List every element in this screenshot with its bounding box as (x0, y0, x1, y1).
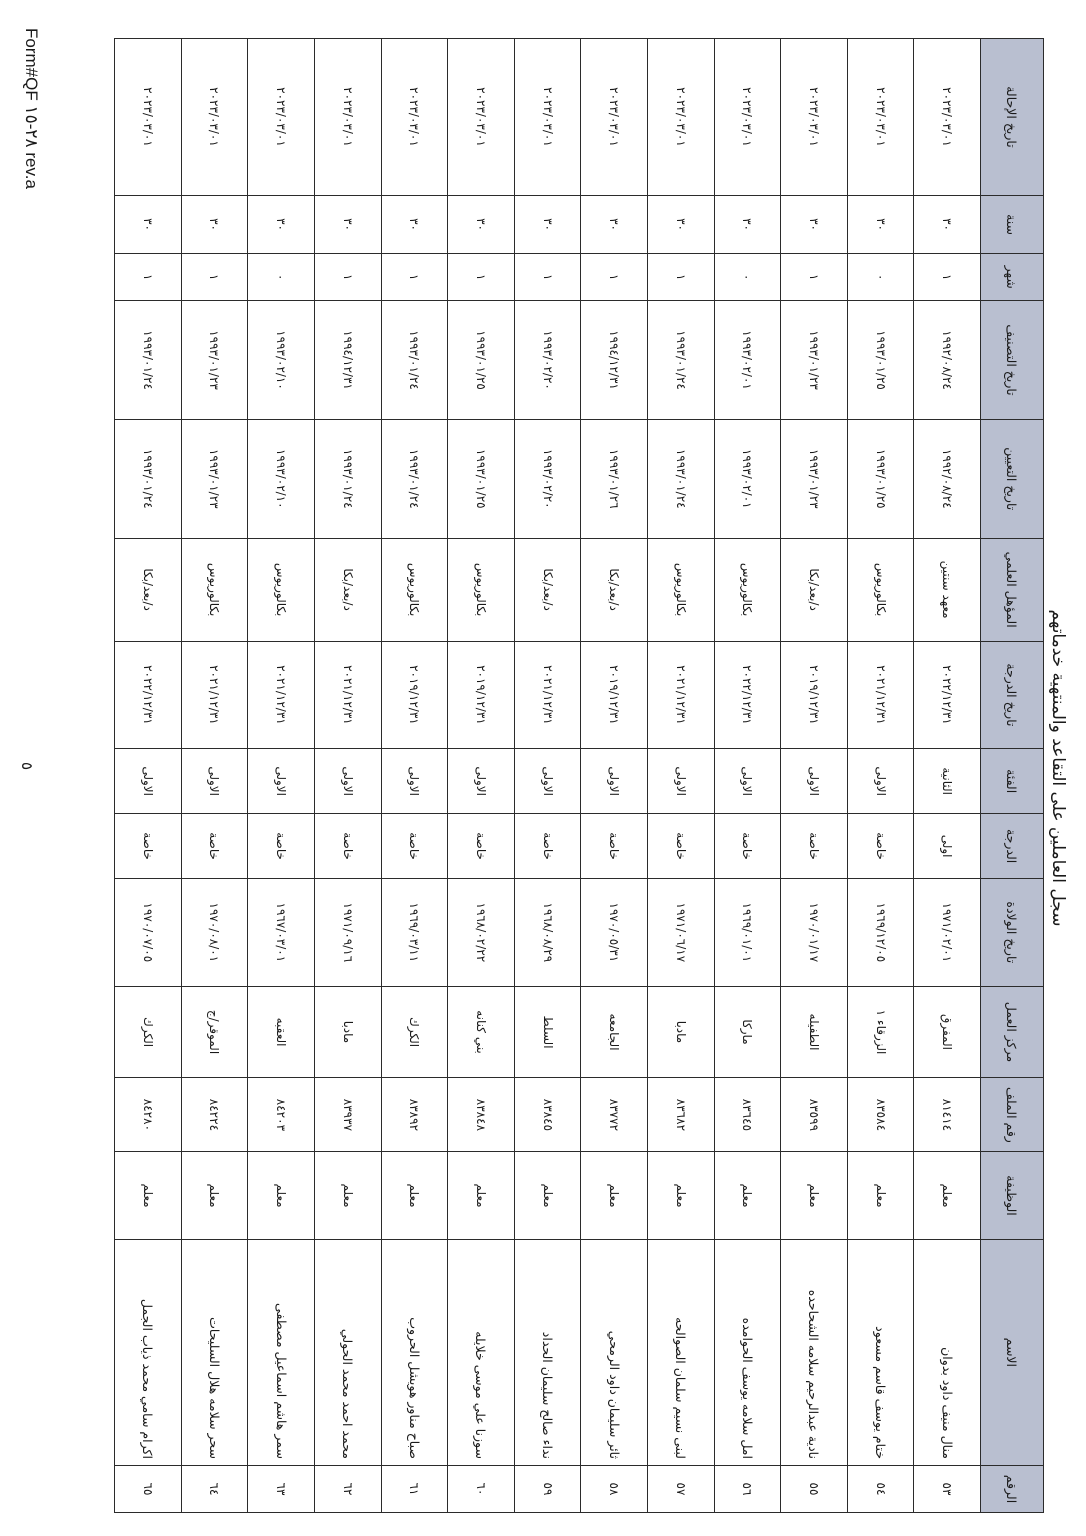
cell-birth: ١٩٧٠/٠٥/٣١ (581, 879, 648, 987)
cell-center: ماركا (714, 986, 781, 1078)
cell-grade-date: ٢٠٢١/١٢/٣١ (847, 641, 914, 749)
cell-qualification: د/بعد/بكا (115, 538, 182, 641)
cell-name: سوزنا علي موسى خلايله (448, 1239, 515, 1465)
cell-job: معلم (847, 1152, 914, 1239)
cell-referral: ٢٠٢٣/٠٣/٠١ (381, 39, 448, 196)
cell-grade-date: ٢٠٢١/١٢/٣١ (248, 641, 315, 749)
cell-job: معلم (781, 1152, 848, 1239)
cell-file: ٨٣٧٧٢ (581, 1078, 648, 1152)
table-row (115, 39, 182, 1513)
cell-job: معلم (714, 1152, 781, 1239)
cell-job: معلم (314, 1152, 381, 1239)
cell-grade: خاصة (115, 814, 182, 879)
cell-job: معلم (914, 1152, 981, 1239)
cell-center: الموقر/ج (181, 986, 248, 1078)
cell-appoint: ١٩٩٣/٠٢/١٠ (248, 419, 315, 538)
cell-year: ٣٠ (314, 195, 381, 253)
cell-year: ٣٠ (781, 195, 848, 253)
cell-year: ٣٠ (115, 195, 182, 253)
cell-grade-date: ٢٠١٩/١٢/٣١ (448, 641, 515, 749)
cell-grade: خاصة (514, 814, 581, 879)
col-header-job: الوظيفة (981, 1152, 1044, 1239)
cell-classify: ١٩٩٣/٠١/٢٤ (115, 301, 182, 420)
cell-referral: ٢٠٢٣/٠٣/٠١ (714, 39, 781, 196)
cell-month: ١ (381, 254, 448, 301)
retirees-table (114, 38, 1044, 1513)
cell-referral: ٢٠٢٣/٠٣/٠١ (314, 39, 381, 196)
cell-name: ثائر سليمان داود الرمحي (581, 1239, 648, 1465)
col-header-grade: الدرجة (981, 814, 1044, 879)
col-header-category: الفئة (981, 749, 1044, 814)
cell-center: مادبا (647, 986, 714, 1078)
cell-month: ١ (448, 254, 515, 301)
cell-birth: ١٩٧١/٠٢/٠١ (914, 879, 981, 987)
cell-month: ٠ (248, 254, 315, 301)
cell-name: سحر سلامه هلال السليحات (181, 1239, 248, 1465)
cell-file: ٨٣٦٨٢ (647, 1078, 714, 1152)
cell-grade-date: ٢٠٢٢/١٢/٣١ (115, 641, 182, 749)
cell-appoint: ١٩٩٣/٠٢/٢٠ (514, 419, 581, 538)
cell-classify: ١٩٩٣/٠١/٢٥ (847, 301, 914, 420)
cell-month: ١ (914, 254, 981, 301)
table-header-row (981, 39, 1044, 1513)
cell-center: الكرك (381, 986, 448, 1078)
cell-grade: خاصة (381, 814, 448, 879)
cell-category: الاولى (181, 749, 248, 814)
cell-year: ٣٠ (714, 195, 781, 253)
cell-name: نادية عبدالرحيم سلامه الشحاحده (781, 1239, 848, 1465)
cell-birth: ١٩٦٨/٠٨/٢٩ (514, 879, 581, 987)
cell-no: ٦٠ (448, 1465, 515, 1512)
cell-grade-date: ٢٠٢١/١٢/٣١ (647, 641, 714, 749)
cell-file: ٨٣٩٣٧ (314, 1078, 381, 1152)
cell-birth: ١٩٧٠/٠٨/٠١ (181, 879, 248, 987)
cell-category: الاولى (714, 749, 781, 814)
cell-job: معلم (581, 1152, 648, 1239)
cell-name: اكرام سامي محمد ذياب الجمل (115, 1239, 182, 1465)
cell-name: امل سلامه يوسف الحوامده (714, 1239, 781, 1465)
cell-classify: ١٩٩٣/٠٢/٢٠ (514, 301, 581, 420)
cell-center: العقبه (248, 986, 315, 1078)
cell-month: ١ (647, 254, 714, 301)
cell-birth: ١٩٧٠/٠١/١٧ (781, 879, 848, 987)
cell-grade: خاصة (647, 814, 714, 879)
cell-job: معلم (514, 1152, 581, 1239)
cell-file: ٨٣٥٩٩ (781, 1078, 848, 1152)
cell-grade: خاصة (581, 814, 648, 879)
table-row (514, 39, 581, 1513)
cell-name: صباح مناور هويشل الحروب (381, 1239, 448, 1465)
cell-qualification: بكالوريوس (248, 538, 315, 641)
cell-classify: ١٩٩٣/٠١/٢٣ (181, 301, 248, 420)
cell-year: ٣٠ (248, 195, 315, 253)
cell-classify: ١٩٩٤/١٢/٣١ (314, 301, 381, 420)
cell-qualification: د/بعد/بكا (314, 538, 381, 641)
cell-appoint: ١٩٩٣/٠١/٢٣ (781, 419, 848, 538)
cell-grade-date: ٢٠٢١/١٢/٣١ (514, 641, 581, 749)
cell-referral: ٢٠٢٣/٠٣/٠١ (181, 39, 248, 196)
cell-classify: ١٩٩٣/٠١/٢٣ (781, 301, 848, 420)
cell-classify: ١٩٩٣/٠١/٢٤ (647, 301, 714, 420)
cell-grade-date: ٢٠١٩/١٢/٣١ (581, 641, 648, 749)
cell-no: ٥٣ (914, 1465, 981, 1512)
cell-year: ٣٠ (847, 195, 914, 253)
cell-birth: ١٩٦٩/١٢/٠٥ (847, 879, 914, 987)
cell-file: ٨٤٢٠٣ (248, 1078, 315, 1152)
cell-no: ٦١ (381, 1465, 448, 1512)
cell-file: ٨٣٨٤٥ (514, 1078, 581, 1152)
cell-classify: ١٩٩٣/٠١/٢٤ (381, 301, 448, 420)
cell-qualification: د/بعد/بكا (581, 538, 648, 641)
cell-no: ٥٥ (781, 1465, 848, 1512)
cell-grade-date: ٢٠٢٢/١٢/٣١ (714, 641, 781, 749)
cell-grade: خاصة (314, 814, 381, 879)
cell-grade-date: ٢٠٢٢/١٢/٣١ (914, 641, 981, 749)
cell-grade-date: ٢٠٢١/١٢/٣١ (314, 641, 381, 749)
cell-category: الاولى (448, 749, 515, 814)
cell-category: الاولى (314, 749, 381, 814)
table-row (781, 39, 848, 1513)
cell-name: ختام يوسف قاسم مسعود (847, 1239, 914, 1465)
cell-file: ٨٣٨٤٨ (448, 1078, 515, 1152)
cell-qualification: د/بعد/بكا (781, 538, 848, 641)
form-code: Form#QF ٢٨-١٥ rev.a (22, 28, 41, 189)
cell-birth: ١٩٧٠/٠٧/٠٥ (115, 879, 182, 987)
cell-no: ٦٥ (115, 1465, 182, 1512)
col-header-name: الاسم (981, 1239, 1044, 1465)
cell-qualification: معهد سنتين (914, 538, 981, 641)
cell-file: ٨٣٥٨٤ (847, 1078, 914, 1152)
table-row (448, 39, 515, 1513)
cell-appoint: ١٩٩٣/٠١/٢٥ (847, 419, 914, 538)
cell-classify: ١٩٩٤/١٢/٣١ (581, 301, 648, 420)
cell-job: معلم (448, 1152, 515, 1239)
table-row (381, 39, 448, 1513)
cell-grade: خاصة (714, 814, 781, 879)
cell-name: لبنى نسيم سلمان الصوالحه (647, 1239, 714, 1465)
cell-category: الاولى (847, 749, 914, 814)
cell-birth: ١٩٦٩/٠٣/١١ (381, 879, 448, 987)
cell-name: محمد احمد محمد الحولي (314, 1239, 381, 1465)
col-header-classify: تاريخ التصنيف (981, 301, 1044, 420)
cell-year: ٣٠ (581, 195, 648, 253)
cell-month: ١ (314, 254, 381, 301)
col-header-birth: تاريخ الولادة (981, 879, 1044, 987)
cell-no: ٦٢ (314, 1465, 381, 1512)
cell-grade-date: ٢٠٢١/١٢/٣١ (181, 641, 248, 749)
cell-category: الاولى (647, 749, 714, 814)
cell-grade: خاصة (847, 814, 914, 879)
table-body (115, 39, 981, 1513)
col-header-file: رقم الملف (981, 1078, 1044, 1152)
cell-referral: ٢٠٢٣/٠٣/٠١ (448, 39, 515, 196)
cell-no: ٥٨ (581, 1465, 648, 1512)
cell-appoint: ١٩٩٣/٠١/٢٣ (181, 419, 248, 538)
col-header-qualification: المؤهل العلمي (981, 538, 1044, 641)
cell-referral: ٢٠٢٣/٠٣/٠١ (914, 39, 981, 196)
cell-category: الاولى (381, 749, 448, 814)
cell-category: الاولى (248, 749, 315, 814)
cell-referral: ٢٠٢٣/٠٣/٠١ (248, 39, 315, 196)
cell-category: الاولى (514, 749, 581, 814)
cell-category: الاولى (581, 749, 648, 814)
cell-year: ٣٠ (914, 195, 981, 253)
cell-no: ٥٧ (647, 1465, 714, 1512)
col-header-appoint: تاريخ التعيين (981, 419, 1044, 538)
cell-year: ٣٠ (448, 195, 515, 253)
cell-year: ٣٠ (514, 195, 581, 253)
table-row (181, 39, 248, 1513)
cell-birth: ١٩٧١/٠٩/١٦ (314, 879, 381, 987)
cell-category: الاولى (781, 749, 848, 814)
cell-month: ١ (181, 254, 248, 301)
page-title: سجل العاملين على التقاعد والمنتهية خدماتهم (1048, 609, 1068, 927)
cell-center: الطفيله (781, 986, 848, 1078)
cell-center: السلط (514, 986, 581, 1078)
cell-birth: ١٩٧١/٠٦/١٧ (647, 879, 714, 987)
table-row (847, 39, 914, 1513)
cell-month: ٠ (714, 254, 781, 301)
cell-center: المفرق (914, 986, 981, 1078)
table-row (248, 39, 315, 1513)
cell-file: ٨٤٢٢٤ (181, 1078, 248, 1152)
cell-center: الزرقاء ١ (847, 986, 914, 1078)
cell-birth: ١٩٦٩/٠١/٠١ (714, 879, 781, 987)
cell-center: الجامعه (581, 986, 648, 1078)
col-header-month: شهر (981, 254, 1044, 301)
cell-grade-date: ٢٠١٩/١٢/٣١ (381, 641, 448, 749)
cell-qualification: بكالوريوس (181, 538, 248, 641)
col-header-year: سنة (981, 195, 1044, 253)
cell-center: الكرك (115, 986, 182, 1078)
cell-classify: ١٩٩٣/٠٢/٠١ (714, 301, 781, 420)
table-row (314, 39, 381, 1513)
cell-birth: ١٩٦٨/٠٢/٢٢ (448, 879, 515, 987)
cell-appoint: ١٩٩٣/٠١/٢٤ (115, 419, 182, 538)
cell-month: ٠ (847, 254, 914, 301)
cell-year: ٣٠ (181, 195, 248, 253)
cell-classify: ١٩٩٣/٠٢/١٠ (248, 301, 315, 420)
cell-no: ٥٤ (847, 1465, 914, 1512)
cell-file: ٨٤٢٨٠ (115, 1078, 182, 1152)
cell-appoint: ١٩٩٣/٠١/٢٥ (448, 419, 515, 538)
cell-file: ٨١٤١٤ (914, 1078, 981, 1152)
page-number: ٥ (18, 762, 36, 771)
cell-name: سمر هاشم اسماعيل مصطفى (248, 1239, 315, 1465)
cell-no: ٦٣ (248, 1465, 315, 1512)
cell-appoint: ١٩٩٣/٠٢/٠١ (714, 419, 781, 538)
cell-job: معلم (248, 1152, 315, 1239)
cell-center: بني كنانه (448, 986, 515, 1078)
cell-file: ٨٣٦٤٥ (714, 1078, 781, 1152)
cell-name: نداء صالح سليمان الحداد (514, 1239, 581, 1465)
cell-grade: خاصة (448, 814, 515, 879)
cell-grade: خاصة (181, 814, 248, 879)
cell-no: ٥٩ (514, 1465, 581, 1512)
cell-grade: خاصة (781, 814, 848, 879)
cell-referral: ٢٠٢٣/٠٣/٠١ (847, 39, 914, 196)
cell-qualification: بكالوريوس (847, 538, 914, 641)
cell-qualification: بكالوريوس (647, 538, 714, 641)
cell-job: معلم (381, 1152, 448, 1239)
cell-no: ٥٦ (714, 1465, 781, 1512)
cell-name: منال منيف داود بدوان (914, 1239, 981, 1465)
cell-job: معلم (181, 1152, 248, 1239)
cell-appoint: ١٩٩٣/٠١/٢٤ (381, 419, 448, 538)
cell-birth: ١٩٦٧/٠٣/٠١ (248, 879, 315, 987)
cell-qualification: د/بعد/بكا (514, 538, 581, 641)
cell-grade: خاصة (248, 814, 315, 879)
col-header-center: مركز العمل (981, 986, 1044, 1078)
cell-qualification: بكالوريوس (448, 538, 515, 641)
cell-month: ١ (581, 254, 648, 301)
cell-center: مادبا (314, 986, 381, 1078)
cell-grade: اولى (914, 814, 981, 879)
cell-appoint: ١٩٩٢/٠٨/٢٤ (914, 419, 981, 538)
cell-appoint: ١٩٩٣/٠١/٢٤ (314, 419, 381, 538)
table-row (914, 39, 981, 1513)
cell-job: معلم (115, 1152, 182, 1239)
table-row (581, 39, 648, 1513)
cell-referral: ٢٠٢٣/٠٣/٠١ (781, 39, 848, 196)
cell-referral: ٢٠٢٣/٠٣/٠١ (647, 39, 714, 196)
cell-qualification: بكالوريوس (714, 538, 781, 641)
cell-referral: ٢٠٢٣/٠٣/٠١ (514, 39, 581, 196)
table-row (647, 39, 714, 1513)
col-header-no: الرقم (981, 1465, 1044, 1512)
cell-appoint: ١٩٩٣/٠١/٢٦ (581, 419, 648, 538)
cell-category: الثانية (914, 749, 981, 814)
cell-category: الاولى (115, 749, 182, 814)
cell-job: معلم (647, 1152, 714, 1239)
cell-qualification: بكالوريوس (381, 538, 448, 641)
cell-file: ٨٣٨٩٢ (381, 1078, 448, 1152)
cell-month: ١ (781, 254, 848, 301)
cell-no: ٦٤ (181, 1465, 248, 1512)
cell-month: ١ (514, 254, 581, 301)
cell-grade-date: ٢٠١٩/١٢/٣١ (781, 641, 848, 749)
col-header-grade-date: تاريخ الدرجة (981, 641, 1044, 749)
cell-classify: ١٩٩٣/٠١/٢٥ (448, 301, 515, 420)
cell-month: ١ (115, 254, 182, 301)
table-row (714, 39, 781, 1513)
cell-classify: ١٩٩٢/٠٨/٢٤ (914, 301, 981, 420)
cell-referral: ٢٠٢٣/٠٣/٠١ (581, 39, 648, 196)
cell-year: ٣٠ (381, 195, 448, 253)
col-header-referral: تاريخ الإحالة (981, 39, 1044, 196)
cell-year: ٣٠ (647, 195, 714, 253)
cell-appoint: ١٩٩٣/٠١/٢٤ (647, 419, 714, 538)
cell-referral: ٢٠٢٣/٠٣/٠١ (115, 39, 182, 196)
